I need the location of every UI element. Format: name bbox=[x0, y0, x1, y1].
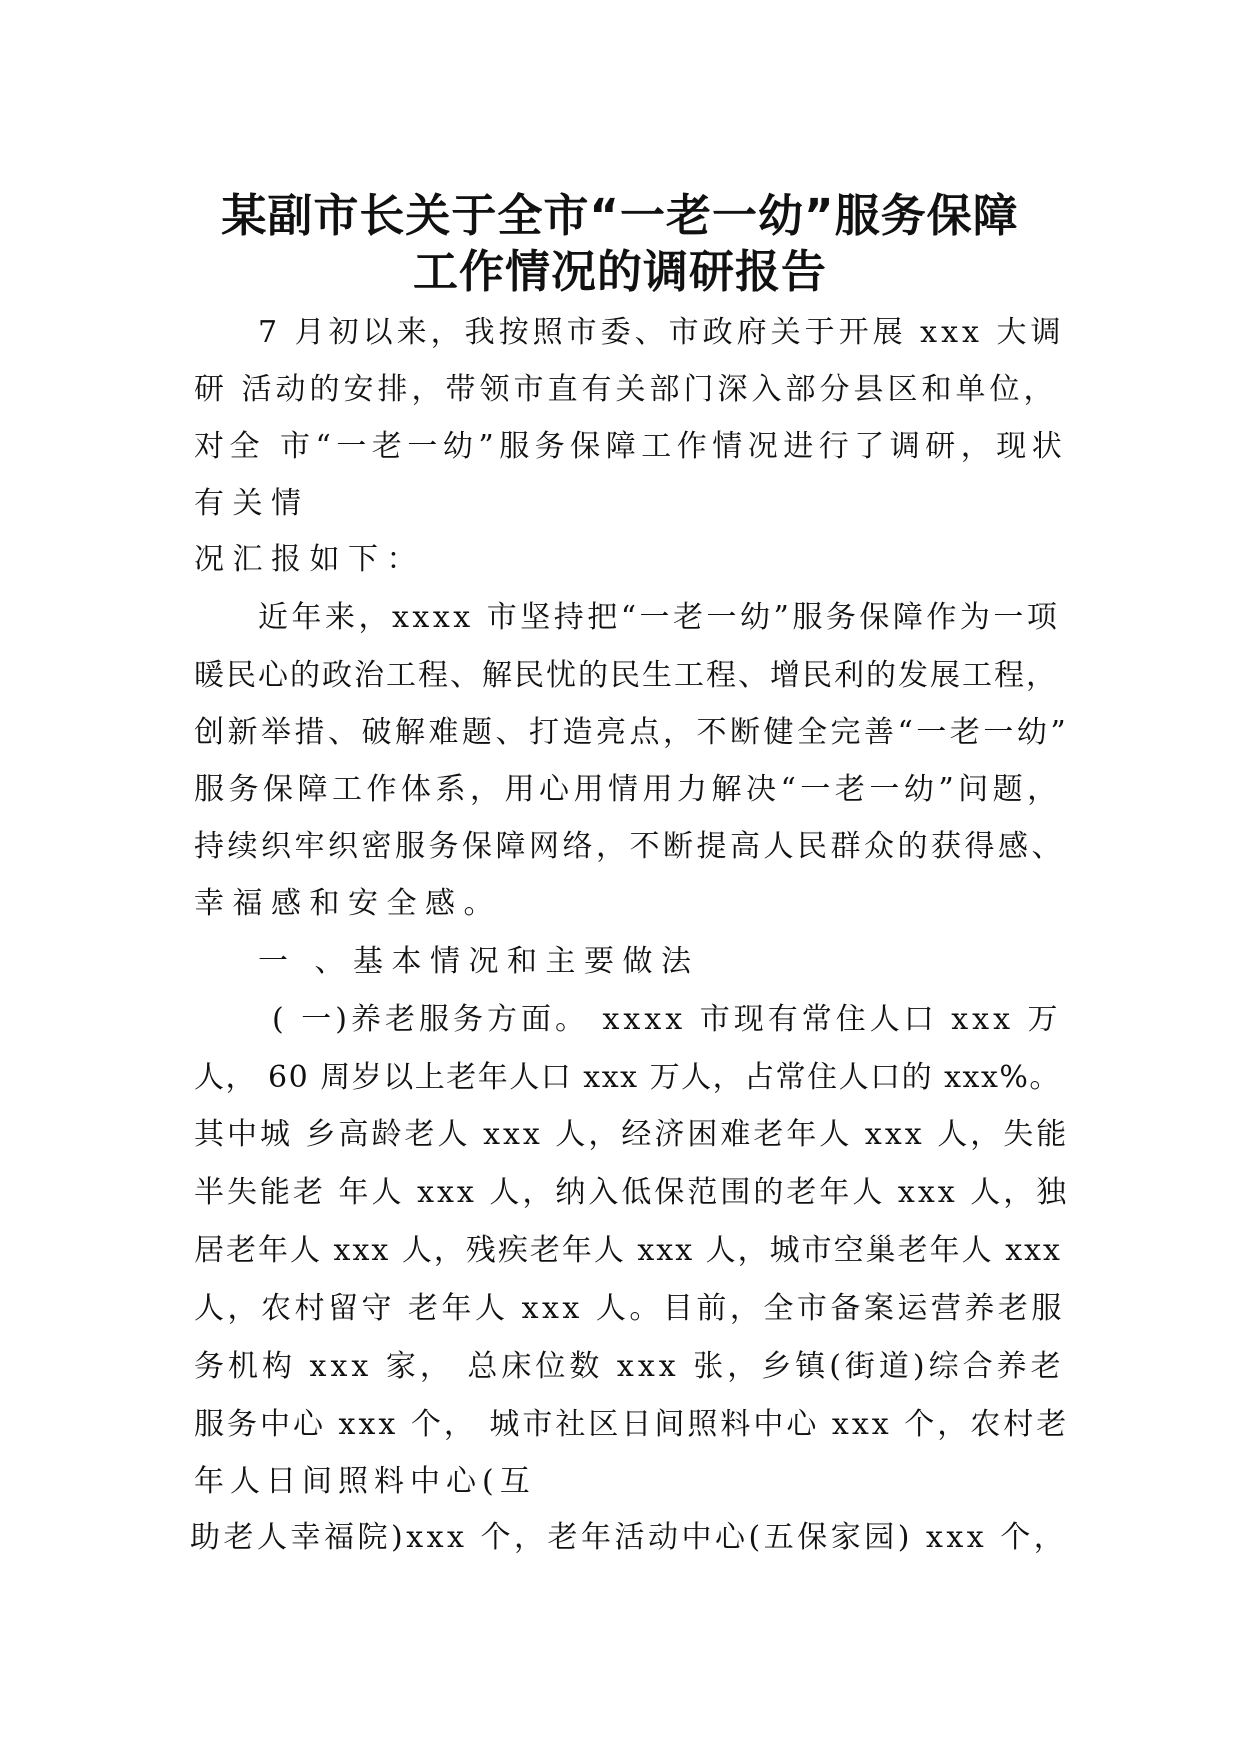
body-line: ( 一)养老服务方面。 xxxx 市现有常住人口 xxx 万 bbox=[272, 1002, 1062, 1037]
body-line: 况汇报如下： bbox=[194, 542, 425, 577]
body-line: 暖民心的政治工程、解民忧的民生工程、增民利的发展工程， bbox=[194, 658, 1058, 693]
body-line: 居老年人 xxx 人，残疾老年人 xxx 人，城市空巢老年人 xxx bbox=[194, 1233, 1062, 1268]
body-line: 服务中心 xxx 个， 城市社区日间照料中心 xxx 个，农村老 bbox=[194, 1407, 1070, 1442]
body-line: 服务保障工作体系，用心用情用力解决“一老一幼”问题， bbox=[194, 772, 1062, 807]
body-line: 7 月初以来，我按照市委、市政府关于开展 xxx 大调 bbox=[258, 315, 1065, 350]
body-line: 持续织牢织密服务保障网络，不断提高人民群众的获得感、 bbox=[194, 829, 1065, 864]
body-line: 人， 60 周岁以上老年人口 xxx 万人，占常住人口的 xxx%。 bbox=[194, 1060, 1061, 1095]
body-line: 近年来，xxxx 市坚持把“一老一幼”服务保障作为一项 bbox=[258, 600, 1061, 635]
body-line: 半失能老 年人 xxx 人，纳入低保范围的老年人 xxx 人，独 bbox=[194, 1175, 1070, 1210]
document-title-line-2: 工作情况的调研报告 bbox=[412, 245, 827, 298]
body-line: 研 活动的安排，带领市直有关部门深入部分县区和单位， bbox=[194, 372, 1058, 407]
body-line: 年人日间照料中心(互 bbox=[194, 1464, 536, 1499]
body-line: 幸福感和安全感。 bbox=[194, 886, 502, 921]
section-heading: 一 、基本情况和主要做法 bbox=[258, 944, 700, 979]
body-line: 人，农村留守 老年人 xxx 人。目前，全市备案运营养老服 bbox=[194, 1291, 1065, 1326]
document-title-line-1: 某副市长关于全市“一老一幼”服务保障 bbox=[221, 189, 1019, 242]
body-line: 其中城 乡高龄老人 xxx 人，经济困难老年人 xxx 人，失能 bbox=[194, 1117, 1070, 1152]
body-line: 有关情 bbox=[194, 486, 310, 521]
body-line: 创新举措、破解难题、打造亮点，不断健全完善“一老一幼” bbox=[194, 715, 1070, 750]
body-line: 助老人幸福院)xxx 个，老年活动中心(五保家园) xxx 个， bbox=[190, 1520, 1068, 1555]
body-line: 务机构 xxx 家， 总床位数 xxx 张，乡镇(街道)综合养老 bbox=[194, 1349, 1065, 1384]
body-line: 对全 市“一老一幼”服务保障工作情况进行了调研，现状 bbox=[194, 429, 1068, 464]
